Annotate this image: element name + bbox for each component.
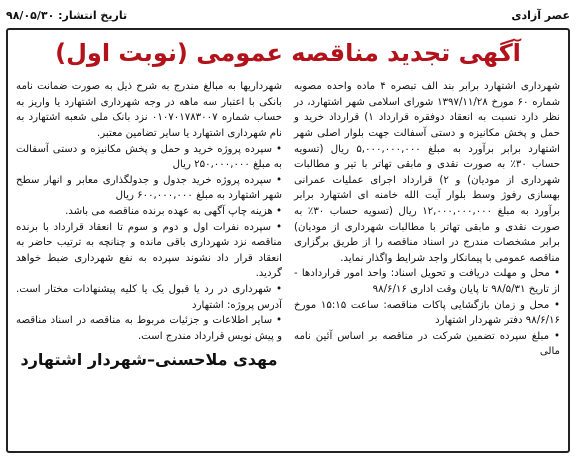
newspaper-name: عصر آزادی [511, 8, 570, 22]
paragraph: شهرداریها به مبالغ مندرج به شرح ذیل به صورت ضمانت نامه بانکی با اعتبار سه ماهه در وجه شهرداری اشتهارد یا واریز به حساب شماره ۰۱۰۷۰۱۷۸۳۰۰۷ نزد بانک ملی شعبه اشتهارد به نام شهرداری اشتهارد یا سایر تضامین معتبر. [16, 81, 282, 139]
paragraph: • سپرده پروژه خرید و حمل و پخش مکانیزه و دستی آسفالت به مبلغ ۲۵۰,۰۰۰,۰۰۰ ریال [16, 143, 282, 171]
header-bar [6, 4, 570, 26]
announcement-body [16, 79, 560, 368]
paragraph: شهرداری اشتهارد برابر بند الف تبصره ۴ ماده واحده مصوبه شماره ۶۰ مورخ ۱۳۹۷/۱۱/۲۸ شورای اسلامی شهر اشتهارد، در نظر دارد نسبت به انعقاد دوفقره قرارداد ۱) قرارداد خرید و حمل و پخش مکانیزه و دستی آسفالت جهت بلوار اصلی شهر اشتهارد برابر برآورد به مبلغ ۵,۰۰۰,۰۰۰,۰۰۰ ریال (تسویه حساب ۳۰٪ به صورت نقدی و مابقی تهاتر با تیر و مطالبات شهرداری از مودیان) و ۲) قرارداد اجرای عملیات عمرانی بهسازی رفوژ وسط بلوار آیت الله خامنه ای اشتهارد برابر برآورد به مبلغ ۱۲,۰۰۰,۰۰۰,۰۰۰ ریال (تسویه حساب ۳۰٪ به صورت نقدی و مابقی تهاتر با مطالبات شهرداری از مودیان) برابر مشخصات مندرج در اسناد مناقصه را از طریق برگزاری مناقصه عمومی با پیمانکار واجد شرایط واگذار نماید. [294, 81, 561, 264]
paragraph: • شهرداری در رد یا قبول یک یا کلیه پیشنهادات مختار است. آدرس پروژه: اشتهارد [16, 283, 282, 311]
right-column [294, 79, 560, 368]
left-column [16, 79, 282, 368]
signature: مهدی ملاحسنی–شهردار اشتهارد [20, 350, 278, 370]
paragraph: • محل و مهلت دریافت و تحویل اسناد: واحد امور قراردادها - از تاریخ ۹۸/۵/۳۱ تا پایان وقت اداری ۹۸/۶/۱۶ [294, 268, 560, 295]
paragraph: • سایر اطلاعات و جزئیات مربوط به مناقصه در اسناد مناقصه و پیش نویس قرارداد مندرج است. [16, 315, 282, 342]
publish-date: تاریخ انتشار: ۹۸/۰۵/۳۰ [6, 8, 128, 22]
paragraph: • سپرده نفرات اول و دوم و سوم تا انعقاد قرارداد با برنده مناقصه نزد شهرداری باقی مانده و چنانچه به ترتیب حاضر به انعقاد قرار داد نشوند سپرده به نفع شهرداری ضبط خواهد گردید. [16, 221, 282, 280]
announcement-title: آگهی تجدید مناقصه عمومی (نوبت اول) [55, 39, 521, 67]
paragraph: • محل و زمان بازگشایی پاکات مناقصه: ساعت ۱۵:۱۵ مورخ ۹۸/۶/۱۶ دفتر شهردار اشتهارد [294, 299, 560, 327]
announcement-box [6, 28, 570, 453]
paragraph: • هزینه چاپ آگهی به عهده برنده مناقصه می باشد. [65, 205, 282, 217]
paragraph: • مبلغ سپرده تضمین شرکت در مناقصه بر اساس آئین نامه مالی [294, 330, 560, 358]
paragraph: • سپرده پروژه خرید جدول و جدولگذاری معابر و انهار سطح شهر اشتهارد به مبلغ ۶۰۰,۰۰۰,۰۰۰ ریال [16, 174, 282, 202]
